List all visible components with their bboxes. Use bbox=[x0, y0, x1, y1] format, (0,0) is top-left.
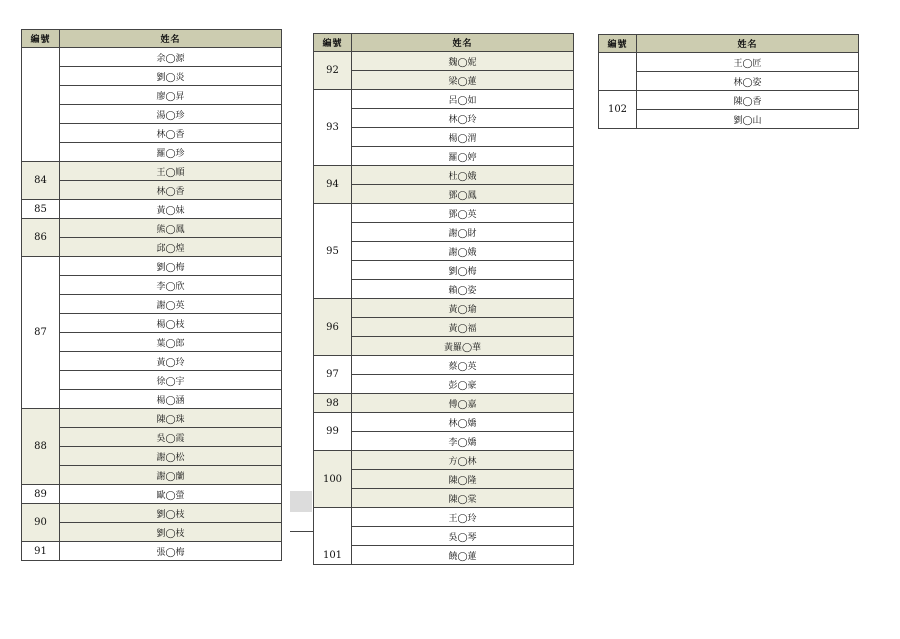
member-name: 謝◯娥 bbox=[352, 242, 574, 261]
member-name: 王◯順 bbox=[60, 162, 282, 181]
member-name: 梁◯蓮 bbox=[352, 71, 574, 90]
group-number: 87 bbox=[22, 257, 60, 409]
group-number: 93 bbox=[314, 90, 352, 166]
member-name: 陳◯香 bbox=[637, 91, 859, 110]
table-row bbox=[314, 432, 574, 451]
member-name: 李◯欣 bbox=[60, 276, 282, 295]
group-number: 85 bbox=[22, 200, 60, 219]
member-name: 羅◯婷 bbox=[352, 147, 574, 166]
table-row bbox=[314, 375, 574, 394]
member-name: 劉◯梅 bbox=[60, 257, 282, 276]
member-name: 羅◯珍 bbox=[60, 143, 282, 162]
member-name: 余◯源 bbox=[60, 48, 282, 67]
table-row bbox=[314, 527, 574, 546]
separator-line bbox=[290, 531, 314, 532]
group-number: 101 bbox=[314, 508, 352, 565]
table-row bbox=[314, 470, 574, 489]
table-row bbox=[314, 90, 574, 109]
member-name: 楊◯渭 bbox=[352, 128, 574, 147]
member-name: 劉◯枝 bbox=[60, 504, 282, 523]
table-row bbox=[599, 91, 859, 110]
table-row bbox=[314, 223, 574, 242]
table-row bbox=[22, 542, 282, 561]
group-number: 94 bbox=[314, 166, 352, 204]
table-row bbox=[314, 52, 574, 71]
roster-table-2 bbox=[313, 33, 574, 565]
group-number bbox=[599, 53, 637, 91]
member-name: 劉◯炎 bbox=[60, 67, 282, 86]
group-number bbox=[22, 48, 60, 162]
roster-table-3 bbox=[598, 34, 859, 129]
group-number: 84 bbox=[22, 162, 60, 200]
member-name: 黃羅◯華 bbox=[352, 337, 574, 356]
roster-table-1 bbox=[21, 29, 282, 561]
member-name: 劉◯梅 bbox=[352, 261, 574, 280]
group-number: 98 bbox=[314, 394, 352, 413]
member-name: 熊◯鳳 bbox=[60, 219, 282, 238]
member-name: 吳◯琴 bbox=[352, 527, 574, 546]
table-row bbox=[22, 504, 282, 523]
member-name: 謝◯英 bbox=[60, 295, 282, 314]
member-name: 陳◯珠 bbox=[60, 409, 282, 428]
group-number: 102 bbox=[599, 91, 637, 129]
table-row bbox=[314, 337, 574, 356]
group-number: 88 bbox=[22, 409, 60, 485]
table-row bbox=[22, 295, 282, 314]
table-row bbox=[22, 86, 282, 105]
member-name: 林◯玲 bbox=[352, 109, 574, 128]
table-row bbox=[22, 219, 282, 238]
column-header-name: 姓名 bbox=[352, 34, 574, 52]
member-name: 鄧◯鳳 bbox=[352, 185, 574, 204]
table-row bbox=[314, 451, 574, 470]
member-name: 方◯林 bbox=[352, 451, 574, 470]
table-row bbox=[314, 185, 574, 204]
column-header-number: 編號 bbox=[599, 35, 637, 53]
column-header-name: 姓名 bbox=[60, 30, 282, 48]
table-row bbox=[22, 162, 282, 181]
group-number: 92 bbox=[314, 52, 352, 90]
member-name: 陳◯隆 bbox=[352, 470, 574, 489]
member-name: 張◯梅 bbox=[60, 542, 282, 561]
group-number: 97 bbox=[314, 356, 352, 394]
member-name: 林◯香 bbox=[60, 181, 282, 200]
table-row bbox=[22, 466, 282, 485]
table-row bbox=[314, 489, 574, 508]
member-name: 彭◯豪 bbox=[352, 375, 574, 394]
group-number: 100 bbox=[314, 451, 352, 508]
member-name: 黃◯瑜 bbox=[352, 299, 574, 318]
table-row bbox=[314, 204, 574, 223]
table-row bbox=[314, 71, 574, 90]
group-number: 91 bbox=[22, 542, 60, 561]
table-row bbox=[22, 181, 282, 200]
table-row bbox=[22, 143, 282, 162]
gray-marker-block bbox=[290, 491, 312, 512]
group-number: 89 bbox=[22, 485, 60, 504]
column-header-number: 編號 bbox=[314, 34, 352, 52]
member-name: 徐◯宇 bbox=[60, 371, 282, 390]
table-row bbox=[22, 67, 282, 86]
table-row bbox=[599, 110, 859, 129]
table-row bbox=[314, 413, 574, 432]
member-name: 鄧◯英 bbox=[352, 204, 574, 223]
table-row bbox=[22, 333, 282, 352]
table-row bbox=[22, 124, 282, 143]
member-name: 魏◯妮 bbox=[352, 52, 574, 71]
table-row bbox=[22, 276, 282, 295]
member-name: 杜◯娥 bbox=[352, 166, 574, 185]
table-row bbox=[314, 318, 574, 337]
member-name: 蔡◯英 bbox=[352, 356, 574, 375]
table-row bbox=[314, 109, 574, 128]
table-row bbox=[314, 242, 574, 261]
group-number: 95 bbox=[314, 204, 352, 299]
group-number: 86 bbox=[22, 219, 60, 257]
table-row bbox=[22, 314, 282, 333]
group-number: 99 bbox=[314, 413, 352, 451]
member-name: 王◯玲 bbox=[352, 508, 574, 527]
table-row bbox=[22, 428, 282, 447]
member-name: 廖◯昇 bbox=[60, 86, 282, 105]
member-name: 呂◯如 bbox=[352, 90, 574, 109]
member-name: 李◯嬌 bbox=[352, 432, 574, 451]
member-name: 賴◯姿 bbox=[352, 280, 574, 299]
table-row bbox=[314, 128, 574, 147]
column-header-number: 編號 bbox=[22, 30, 60, 48]
member-name: 謝◯蘭 bbox=[60, 466, 282, 485]
group-number: 96 bbox=[314, 299, 352, 356]
table-row bbox=[22, 523, 282, 542]
member-name: 葉◯郎 bbox=[60, 333, 282, 352]
table-row bbox=[599, 72, 859, 91]
table-row bbox=[22, 447, 282, 466]
member-name: 劉◯枝 bbox=[60, 523, 282, 542]
member-name: 邱◯煌 bbox=[60, 238, 282, 257]
table-row bbox=[22, 371, 282, 390]
member-name: 林◯香 bbox=[60, 124, 282, 143]
member-name: 吳◯霞 bbox=[60, 428, 282, 447]
table-row bbox=[22, 485, 282, 504]
table-row bbox=[314, 147, 574, 166]
table-row bbox=[22, 238, 282, 257]
table-row bbox=[599, 53, 859, 72]
member-name: 劉◯山 bbox=[637, 110, 859, 129]
column-header-name: 姓名 bbox=[637, 35, 859, 53]
table-row bbox=[314, 280, 574, 299]
member-name: 湯◯珍 bbox=[60, 105, 282, 124]
member-name: 黃◯福 bbox=[352, 318, 574, 337]
member-name: 林◯嬌 bbox=[352, 413, 574, 432]
table-row bbox=[22, 257, 282, 276]
member-name: 黃◯妹 bbox=[60, 200, 282, 219]
table-row bbox=[314, 546, 574, 565]
table-row bbox=[314, 166, 574, 185]
member-name: 楊◯枝 bbox=[60, 314, 282, 333]
member-name: 楊◯涵 bbox=[60, 390, 282, 409]
member-name: 歐◯螢 bbox=[60, 485, 282, 504]
table-row bbox=[22, 48, 282, 67]
member-name: 謝◯松 bbox=[60, 447, 282, 466]
table-row bbox=[22, 352, 282, 371]
table-row bbox=[22, 390, 282, 409]
member-name: 謝◯財 bbox=[352, 223, 574, 242]
member-name: 陳◯棠 bbox=[352, 489, 574, 508]
member-name: 黃◯玲 bbox=[60, 352, 282, 371]
table-row bbox=[314, 299, 574, 318]
group-number: 90 bbox=[22, 504, 60, 542]
table-row bbox=[314, 508, 574, 527]
table-row bbox=[314, 261, 574, 280]
member-name: 林◯姿 bbox=[637, 72, 859, 91]
table-row bbox=[314, 356, 574, 375]
table-row bbox=[22, 409, 282, 428]
member-name: 傅◯嘉 bbox=[352, 394, 574, 413]
table-row bbox=[314, 394, 574, 413]
table-row bbox=[22, 200, 282, 219]
member-name: 王◯匠 bbox=[637, 53, 859, 72]
member-name: 饒◯蓮 bbox=[352, 546, 574, 565]
table-row bbox=[22, 105, 282, 124]
